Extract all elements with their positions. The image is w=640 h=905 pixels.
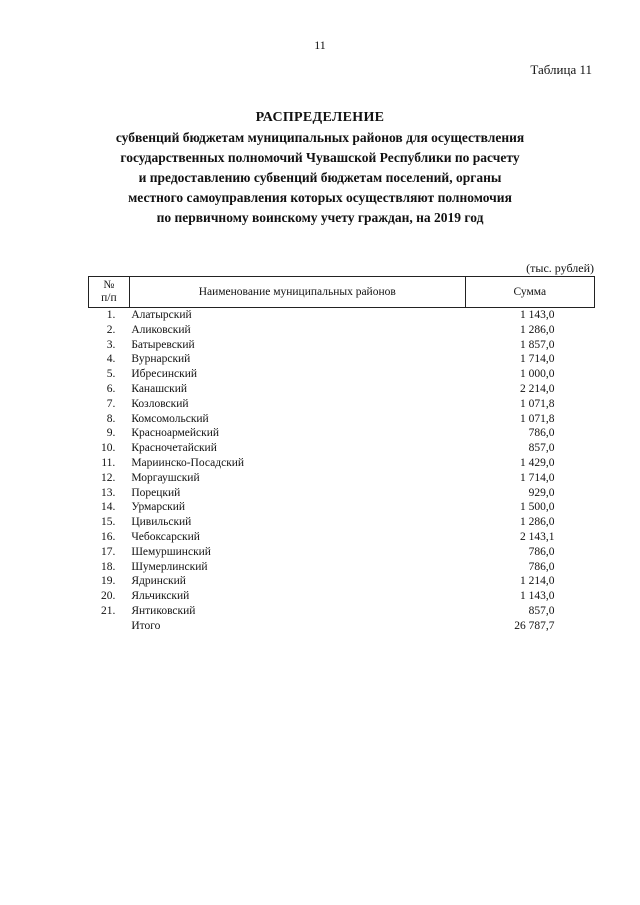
- table-row: [89, 574, 595, 589]
- row-number: 15.: [100, 516, 116, 529]
- row-number: 12.: [100, 471, 116, 484]
- table-row: [89, 545, 595, 560]
- row-number: 4.: [106, 353, 116, 366]
- row-sum: 1 143,0: [520, 309, 555, 321]
- row-district-name: Вурнарский: [131, 353, 191, 366]
- row-number: 8.: [106, 412, 116, 425]
- row-district-name: Батыревский: [131, 338, 195, 351]
- table-row: [89, 367, 595, 382]
- table-row: [89, 382, 595, 397]
- table-row: [89, 323, 595, 338]
- title-heading: РАСПРЕДЕЛЕНИЕ: [255, 110, 385, 125]
- table-total-row: [89, 619, 595, 634]
- row-number: 13.: [100, 486, 116, 499]
- row-sum: 1 286,0: [520, 516, 555, 529]
- table-row: [89, 486, 595, 501]
- table-body: [89, 308, 595, 634]
- row-number: 9.: [106, 427, 116, 440]
- table-row: [89, 604, 595, 619]
- row-district-name: Чебоксарский: [131, 530, 200, 543]
- title-line: местного самоуправления которых осуществляют полномочия: [128, 190, 512, 205]
- row-district-name: Ибресинский: [131, 368, 198, 381]
- row-district-name: Моргаушский: [131, 471, 200, 484]
- table-row: [89, 500, 595, 515]
- total-number-cell: [89, 619, 130, 634]
- row-sum: 857,0: [528, 442, 555, 455]
- header-number-label: № п/п: [101, 279, 117, 304]
- row-district-name: Канашский: [131, 382, 188, 395]
- row-sum: 929,0: [528, 486, 555, 499]
- row-district-name: Ядринский: [131, 575, 186, 588]
- row-sum: 1 214,0: [520, 575, 555, 588]
- table-row: [89, 441, 595, 456]
- row-district-name: Шемуршинский: [131, 545, 211, 558]
- row-district-name: Красночетайский: [131, 442, 217, 455]
- row-district-name: Цивильский: [131, 516, 192, 529]
- table-row: [89, 426, 595, 441]
- units-label: (тыс. рублей): [526, 261, 594, 275]
- document-title: [80, 108, 560, 228]
- row-district-name: Шумерлинский: [131, 560, 208, 573]
- title-line: и предоставлению субвенций бюджетам поселений, органы: [138, 170, 502, 185]
- row-number: 5.: [106, 368, 116, 381]
- row-sum: 1 714,0: [520, 353, 555, 366]
- table-row: [89, 560, 595, 575]
- row-district-name: Козловский: [131, 397, 189, 410]
- total-label: Итого: [131, 619, 161, 632]
- header-number: [89, 277, 130, 308]
- title-line: государственных полномочий Чувашской Республики по расчету: [120, 150, 520, 165]
- row-district-name: Алатырский: [131, 309, 192, 321]
- row-number: 3.: [106, 338, 116, 351]
- row-district-name: Мариинско-Посадский: [131, 456, 245, 469]
- row-number: 1.: [106, 309, 116, 321]
- header-name: Наименование муниципальных районов: [129, 277, 465, 308]
- table-row: [89, 308, 595, 323]
- row-district-name: Порецкий: [131, 486, 181, 499]
- row-sum: 1 143,0: [520, 590, 555, 603]
- row-sum: 1 500,0: [520, 501, 555, 514]
- row-number: 14.: [100, 501, 116, 514]
- row-sum: 1 071,8: [520, 397, 555, 410]
- table-row: [89, 338, 595, 353]
- row-number: 18.: [100, 560, 116, 573]
- row-number: 20.: [100, 590, 116, 603]
- page-number: 11: [314, 38, 326, 52]
- title-line: по первичному воинскому учету граждан, на 2019 год: [156, 210, 484, 225]
- row-number: 16.: [100, 530, 116, 543]
- row-sum: 786,0: [528, 545, 555, 558]
- total-sum: 26 787,7: [514, 619, 555, 632]
- row-sum: 2 214,0: [520, 382, 555, 395]
- row-number: 6.: [106, 382, 116, 395]
- row-number: 11.: [101, 456, 116, 469]
- row-district-name: Красноармейский: [131, 427, 220, 440]
- row-sum: 1 286,0: [520, 323, 555, 336]
- row-district-name: Комсомольский: [131, 412, 209, 425]
- row-sum: 1 071,8: [520, 412, 555, 425]
- row-sum: 1 857,0: [520, 338, 555, 351]
- table-row: [89, 412, 595, 427]
- row-number: 10.: [100, 442, 116, 455]
- row-sum: 786,0: [528, 427, 555, 440]
- header-sum: Сумма: [465, 277, 594, 308]
- row-number: 21.: [100, 604, 116, 617]
- row-number: 2.: [106, 323, 116, 336]
- row-sum: 2 143,1: [520, 530, 555, 543]
- table-row: [89, 456, 595, 471]
- row-number: 7.: [106, 397, 116, 410]
- row-district-name: Урмарский: [131, 501, 186, 514]
- distribution-table: [88, 276, 595, 634]
- table-row: [89, 471, 595, 486]
- title-line: субвенций бюджетам муниципальных районов для осуществления: [115, 130, 525, 145]
- table-row: [89, 352, 595, 367]
- table-row: [89, 589, 595, 604]
- row-sum: 1 714,0: [520, 471, 555, 484]
- table-row: [89, 515, 595, 530]
- row-number: 19.: [100, 575, 116, 588]
- row-sum: 857,0: [528, 604, 555, 617]
- row-district-name: Яльчикский: [131, 590, 190, 603]
- row-district-name: Янтиковский: [131, 604, 196, 617]
- row-sum: 1 429,0: [520, 456, 555, 469]
- row-number: 17.: [100, 545, 116, 558]
- row-district-name: Аликовский: [131, 323, 191, 336]
- table-row: [89, 397, 595, 412]
- table-row: [89, 530, 595, 545]
- row-sum: 786,0: [528, 560, 555, 573]
- table-header-row: [89, 277, 595, 308]
- row-sum: 1 000,0: [520, 368, 555, 381]
- table-label: Таблица 11: [530, 62, 592, 77]
